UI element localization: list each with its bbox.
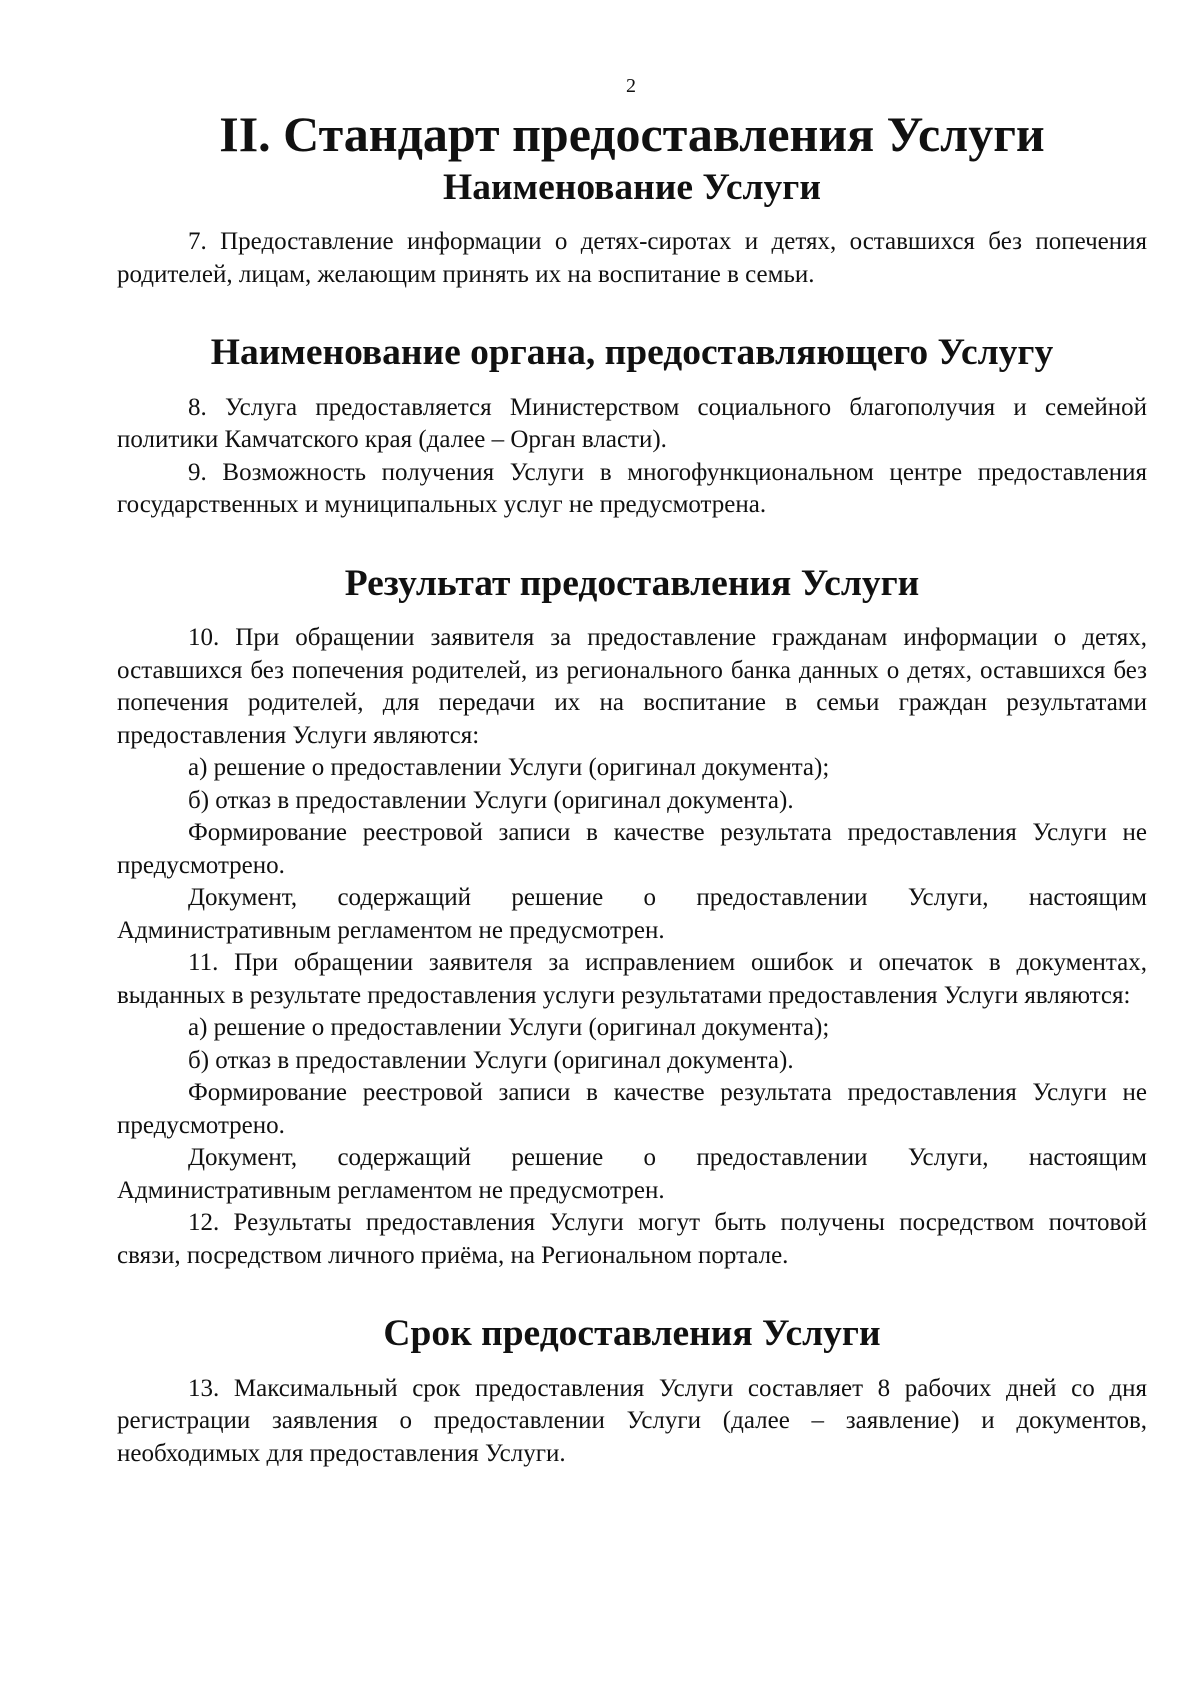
paragraph-9: 9. Возможность получения Услуги в многофункциональном центре предоставления государственных и муниципальных услуг не предусмотрена. [117,458,1147,518]
block-authority-name [117,332,1147,522]
page-number: 2 [626,75,636,97]
paragraph-12: 12. Результаты предоставления Услуги могут быть получены посредством почтовой связи, посредством личного приёма, на Региональном портале. [117,1209,1147,1269]
heading-authority-name: Наименование органа, предоставляющего Услугу [210,332,1054,373]
block-service-result [117,562,1147,1273]
heading-service-name: Наименование Услуги [443,166,821,208]
heading-service-term: Срок предоставления Услуги [383,1313,881,1354]
document-body [117,106,1147,1470]
heading-service-result: Результат предоставления Услуги [344,562,920,604]
block-service-term [117,1313,1147,1470]
paragraph-registry-record: Формирование реестровой записи в качестве результата предоставления Услуги не предусмотрено. [117,1079,1147,1139]
paragraph-registry-record: Формирование реестровой записи в качестве результата предоставления Услуги не предусмотрено. [117,819,1147,879]
list-item-a: а) решение о предоставлении Услуги (оригинал документа); [188,1014,830,1041]
list-item-b: б) отказ в предоставлении Услуги (оригинал документа). [188,1046,794,1074]
paragraph-7: 7. Предоставление информации о детях-сиротах и детях, оставшихся без попечения родителей, лицам, желающим принять их на воспитание в семьи. [117,228,1147,288]
paragraph-decision-document: Документ, содержащий решение о предоставлении Услуги, настоящим Административным регламентом не предусмотрен. [117,1144,1147,1204]
block-service-name [117,166,1147,292]
paragraph-13: 13. Максимальный срок предоставления Услуги составляет 8 рабочих дней со дня регистрации заявления о предоставлении Услуги (далее – заявление) и документов, необходимых для предоставления Услуги. [117,1374,1147,1467]
list-item-a: а) решение о предоставлении Услуги (оригинал документа); [188,754,830,781]
paragraph-10: 10. При обращении заявителя за предоставление гражданам информации о детях, оставшихся без попечения родителей, из регионального банка данных о детях, оставшихся без попечения родителей, для передачи их на воспитание в семьи граждан результатами предоставления Услуги являются: [117,624,1147,749]
paragraph-11: 11. При обращении заявителя за исправлением ошибок и опечаток в документах, выданных в результате предоставления услуги результатами предоставления Услуги являются: [117,949,1147,1009]
list-item-b: б) отказ в предоставлении Услуги (оригинал документа). [188,786,794,814]
paragraph-8: 8. Услуга предоставляется Министерством социального благополучия и семейной политики Камчатского края (далее – Орган власти). [117,393,1147,453]
paragraph-decision-document: Документ, содержащий решение о предоставлении Услуги, настоящим Административным регламентом не предусмотрен. [117,884,1147,944]
section-title: II. Стандарт предоставления Услуги [219,106,1045,162]
